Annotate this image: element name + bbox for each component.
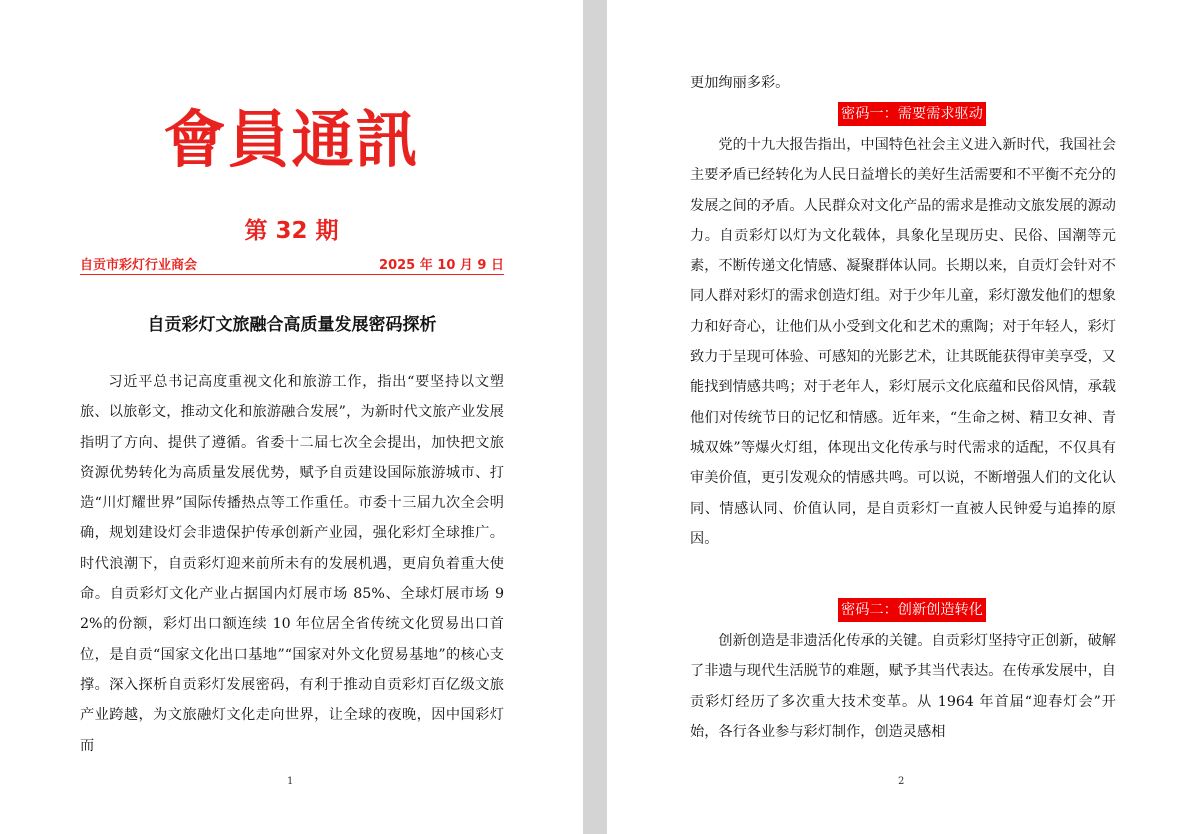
publication-date: 2025 年 10 月 9 日 (379, 258, 504, 273)
article-title: 自贡彩灯文旅融合高质量发展密码探析 (147, 315, 437, 335)
section-heading-1: 密码一：需要需求驱动 (838, 102, 986, 126)
intro-paragraph: 习近平总书记高度重视文化和旅游工作，指出“要坚持以文塑旅、以旅彰文，推动文化和旅游融合发展”，为新时代文旅产业发展指明了方向、提供了遵循。省委十二届七次全会提出，加快把文旅资源优势转化为高质量发展优势，赋予自贡建设国际旅游城市、打造“川灯耀世界”国际传播热点等工作重任。市委十三届九次全会明确，规划建设灯会非遗保护传承创新产业园，强化彩灯全球推广。时代浪潮下，自贡彩灯迎来前所未有的发展机遇，更肩负着重大使命。自贡彩灯文化产业占据国内灯展市场 85%、全球灯展市场 92%的份额，彩灯出口额连续 10 年位居全省传统文化贸易出口首位，是自贡“国家文化出口基地”“国家对外文化贸易基地”的核心支撑。深入探析自贡彩灯发展密码，有利于推动自贡彩灯百亿级文旅产业跨越，为文旅融灯文化走向世界，让全球的夜晚，因中国彩灯而 (80, 374, 504, 754)
document-page-1 (0, 0, 583, 834)
organization-name: 自贡市彩灯行业商会 (80, 258, 198, 273)
publication-info-row (80, 258, 504, 275)
section-1-paragraph: 党的十九大报告指出，中国特色社会主义进入新时代，我国社会主要矛盾已经转化为人民日益增长的美好生活需要和不平衡不充分的发展之间的矛盾。人民群众对文化产品的需求是推动文旅发展的源动力。自贡彩灯以灯为文化载体，具象化呈现历史、民俗、国潮等元素，不断传递文化情感、凝聚群体认同。长期以来，自贡灯会针对不同人群对彩灯的需求创造灯组。对于少年儿童，彩灯激发他们的想象力和好奇心，让他们从小受到文化和艺术的熏陶；对于年轻人，彩灯致力于呈现可体验、可感知的光影艺术，让其既能获得审美享受，又能找到情感共鸣；对于老年人，彩灯展示文化底蕴和民俗风情，承载他们对传统节日的记忆和情感。近年来，“生命之树、精卫女神、青城双姝”等爆火灯组，体现出文化传承与时代需求的适配，不仅具有审美价值，更引发观众的情感共鸣。可以说，不断增强人们的文化认同、情感认同、价值认同，是自贡彩灯一直被人民钟爱与追捧的原因。 (690, 137, 1116, 547)
section-2-paragraph: 创新创造是非遗活化传承的关键。自贡彩灯坚持守正创新，破解了非遗与现代生活脱节的难题，赋予其当代表达。在传承发展中，自贡彩灯经历了多次重大技术变革。从 1964 年首届“迎春灯会”开始，各行各业参与彩灯制作，创造灵感相 (690, 633, 1116, 740)
section-heading-2: 密码二：创新创造转化 (838, 598, 986, 622)
page-number: 2 (898, 776, 905, 787)
newsletter-masthead: 會員通訊 (163, 103, 420, 176)
page-number: 1 (287, 776, 294, 787)
continuation-text: 更加绚丽多彩。 (690, 75, 790, 91)
issue-number: 第 32 期 (244, 218, 339, 244)
